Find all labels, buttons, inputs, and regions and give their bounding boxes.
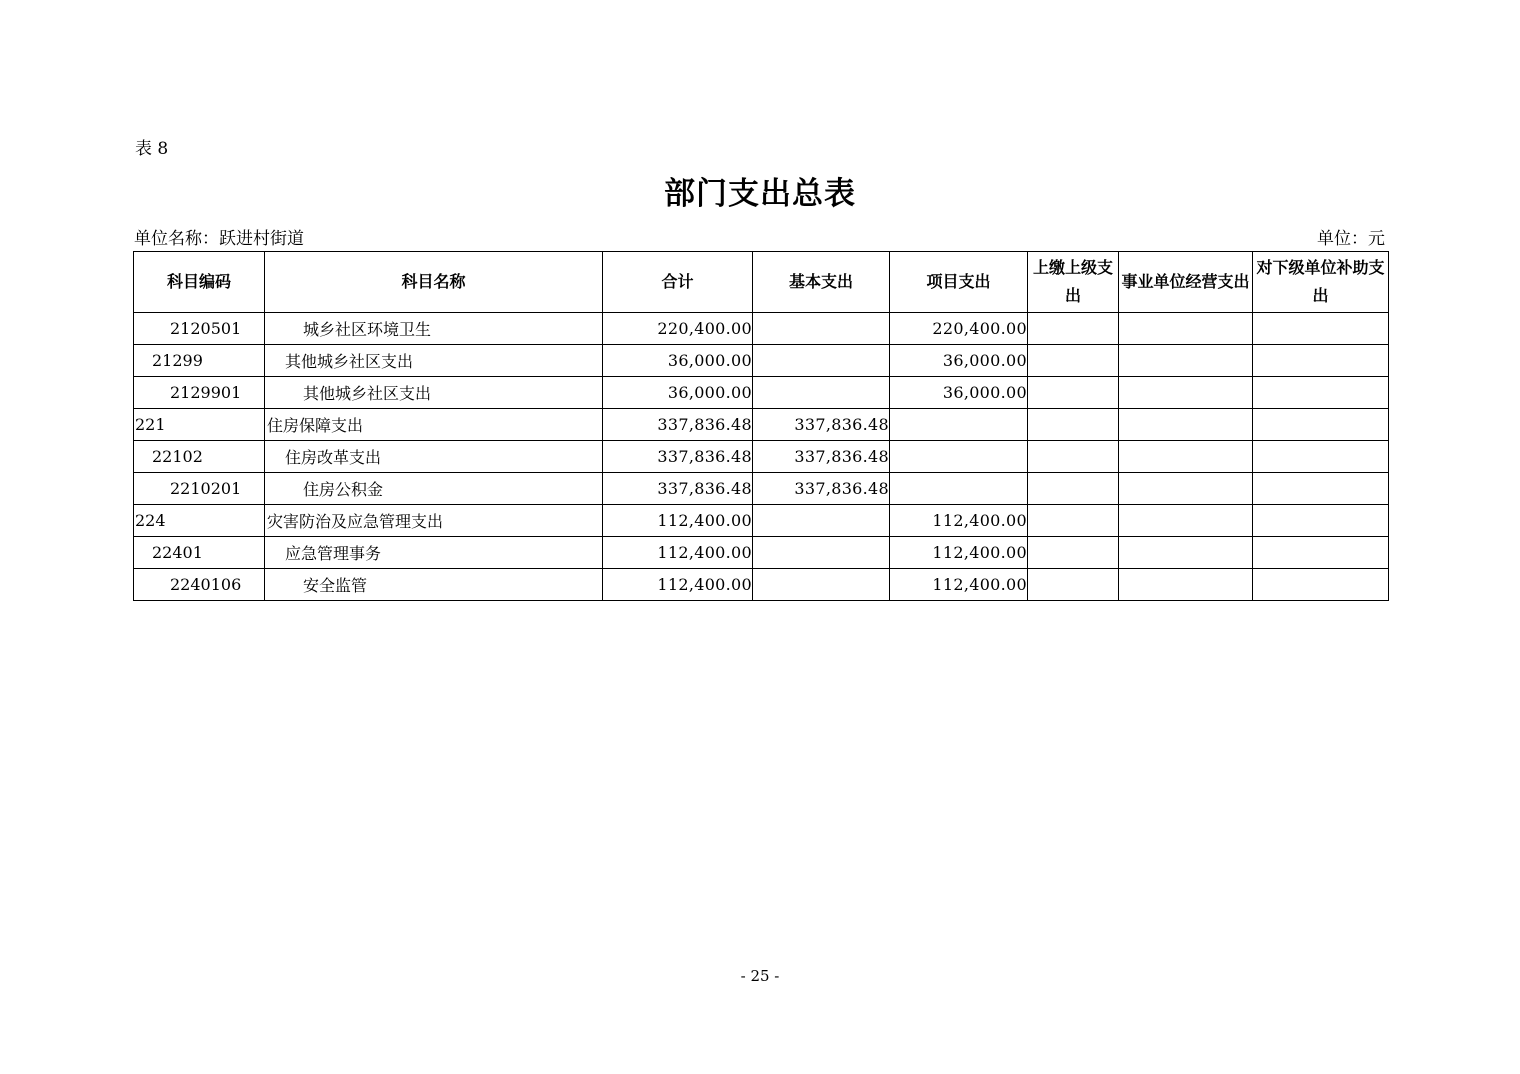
row-subsidy bbox=[1253, 409, 1389, 441]
row-total: 337,836.48 bbox=[603, 441, 753, 473]
row-upper bbox=[1028, 441, 1119, 473]
table-row bbox=[134, 313, 1389, 345]
table-row bbox=[134, 441, 1389, 473]
row-business bbox=[1119, 505, 1253, 537]
row-business bbox=[1119, 569, 1253, 601]
header-project: 项目支出 bbox=[890, 252, 1028, 313]
row-name: 住房改革支出 bbox=[265, 441, 603, 473]
row-code: 22401 bbox=[134, 537, 265, 569]
row-name: 应急管理事务 bbox=[265, 537, 603, 569]
table-row bbox=[134, 569, 1389, 601]
row-total: 220,400.00 bbox=[603, 313, 753, 345]
row-business bbox=[1119, 345, 1253, 377]
currency-unit: 单位：元 bbox=[1317, 229, 1385, 249]
unit-name: 单位名称：跃进村街道 bbox=[134, 229, 304, 249]
table-row bbox=[134, 377, 1389, 409]
row-name: 其他城乡社区支出 bbox=[265, 345, 603, 377]
row-upper bbox=[1028, 345, 1119, 377]
row-name: 安全监管 bbox=[265, 569, 603, 601]
header-code: 科目编码 bbox=[134, 252, 265, 313]
row-total: 337,836.48 bbox=[603, 409, 753, 441]
row-project bbox=[890, 409, 1028, 441]
row-total: 36,000.00 bbox=[603, 345, 753, 377]
row-subsidy bbox=[1253, 505, 1389, 537]
row-project bbox=[890, 473, 1028, 505]
table-row bbox=[134, 409, 1389, 441]
page-title: 部门支出总表 bbox=[664, 176, 856, 212]
row-upper bbox=[1028, 409, 1119, 441]
row-basic bbox=[753, 537, 890, 569]
row-project: 220,400.00 bbox=[890, 313, 1028, 345]
row-total: 337,836.48 bbox=[603, 473, 753, 505]
header-upper: 上缴上级支出 bbox=[1028, 252, 1119, 313]
row-name: 灾害防治及应急管理支出 bbox=[265, 505, 603, 537]
row-upper bbox=[1028, 377, 1119, 409]
row-total: 112,400.00 bbox=[603, 505, 753, 537]
row-basic bbox=[753, 345, 890, 377]
row-name: 住房公积金 bbox=[265, 473, 603, 505]
row-total: 112,400.00 bbox=[603, 537, 753, 569]
row-subsidy bbox=[1253, 377, 1389, 409]
row-code: 2120501 bbox=[134, 313, 265, 345]
row-subsidy bbox=[1253, 441, 1389, 473]
row-name: 住房保障支出 bbox=[265, 409, 603, 441]
row-code: 221 bbox=[134, 409, 265, 441]
expenditure-table bbox=[133, 251, 1389, 601]
row-project bbox=[890, 441, 1028, 473]
header-subsidy: 对下级单位补助支出 bbox=[1253, 252, 1389, 313]
row-code: 22102 bbox=[134, 441, 265, 473]
table-row bbox=[134, 505, 1389, 537]
row-code: 21299 bbox=[134, 345, 265, 377]
header-basic: 基本支出 bbox=[753, 252, 890, 313]
row-total: 112,400.00 bbox=[603, 569, 753, 601]
row-subsidy bbox=[1253, 345, 1389, 377]
row-business bbox=[1119, 313, 1253, 345]
row-upper bbox=[1028, 313, 1119, 345]
row-code: 2240106 bbox=[134, 569, 265, 601]
row-project: 112,400.00 bbox=[890, 537, 1028, 569]
row-code: 2129901 bbox=[134, 377, 265, 409]
row-basic bbox=[753, 313, 890, 345]
row-basic bbox=[753, 569, 890, 601]
row-business bbox=[1119, 377, 1253, 409]
header-row bbox=[134, 252, 1389, 313]
table-row bbox=[134, 473, 1389, 505]
header-name: 科目名称 bbox=[265, 252, 603, 313]
header-business: 事业单位经营支出 bbox=[1119, 252, 1253, 313]
row-basic: 337,836.48 bbox=[753, 473, 890, 505]
row-code: 224 bbox=[134, 505, 265, 537]
row-business bbox=[1119, 409, 1253, 441]
row-project: 112,400.00 bbox=[890, 505, 1028, 537]
row-subsidy bbox=[1253, 569, 1389, 601]
table-number: 表 8 bbox=[135, 139, 169, 159]
table-row bbox=[134, 345, 1389, 377]
row-business bbox=[1119, 537, 1253, 569]
row-basic bbox=[753, 505, 890, 537]
row-name: 其他城乡社区支出 bbox=[265, 377, 603, 409]
row-basic: 337,836.48 bbox=[753, 441, 890, 473]
row-upper bbox=[1028, 537, 1119, 569]
row-subsidy bbox=[1253, 313, 1389, 345]
table-row bbox=[134, 537, 1389, 569]
row-business bbox=[1119, 473, 1253, 505]
row-subsidy bbox=[1253, 537, 1389, 569]
row-project: 36,000.00 bbox=[890, 377, 1028, 409]
row-total: 36,000.00 bbox=[603, 377, 753, 409]
page-number: - 25 - bbox=[740, 967, 780, 985]
row-business bbox=[1119, 441, 1253, 473]
row-upper bbox=[1028, 569, 1119, 601]
row-subsidy bbox=[1253, 473, 1389, 505]
row-project: 112,400.00 bbox=[890, 569, 1028, 601]
row-name: 城乡社区环境卫生 bbox=[265, 313, 603, 345]
row-upper bbox=[1028, 505, 1119, 537]
row-basic bbox=[753, 377, 890, 409]
row-upper bbox=[1028, 473, 1119, 505]
row-basic: 337,836.48 bbox=[753, 409, 890, 441]
row-code: 2210201 bbox=[134, 473, 265, 505]
header-total: 合计 bbox=[603, 252, 753, 313]
row-project: 36,000.00 bbox=[890, 345, 1028, 377]
